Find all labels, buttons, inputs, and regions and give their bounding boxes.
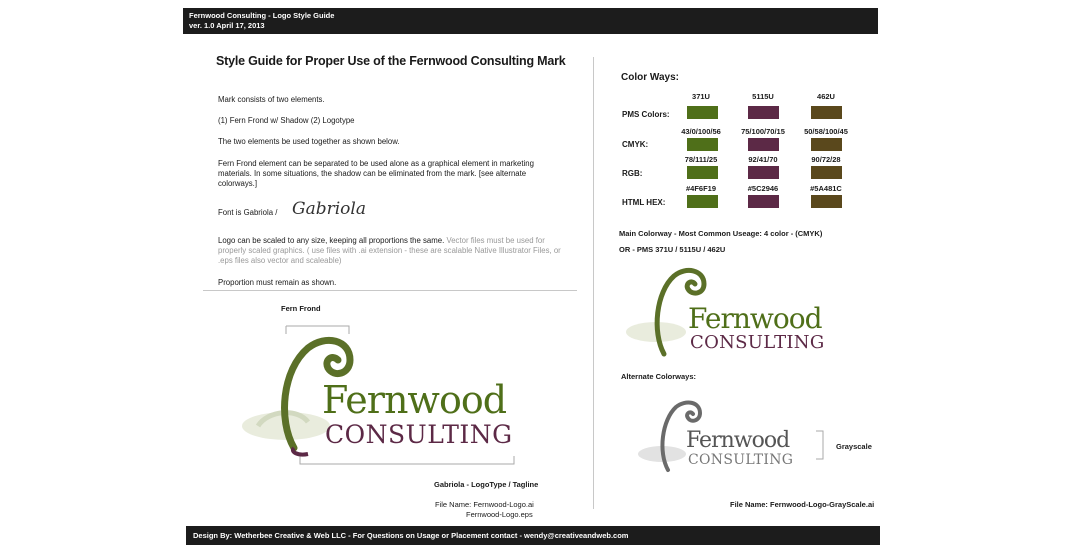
text-proportion: Proportion must remain as shown. (218, 278, 337, 287)
text-font-label: Font is Gabriola / (218, 208, 278, 217)
pms-row-label: PMS Colors: (622, 110, 670, 119)
logo-word-consulting-gray: CONSULTING (688, 452, 794, 468)
cmyk-value: 50/58/100/45 (804, 127, 848, 136)
colorways-title: Color Ways: (621, 72, 679, 83)
grayscale-label: Grayscale (836, 442, 872, 451)
cmyk-value: 75/100/70/15 (741, 127, 785, 136)
logotype-label: Gabriola - LogoType / Tagline (434, 480, 539, 489)
text-used-together: The two elements be used together as shown below. (218, 137, 400, 146)
page-title: Style Guide for Proper Use of the Fernwood Consulting Mark (216, 54, 566, 68)
rgb-value: 92/41/70 (748, 155, 778, 164)
file-name-eps: Fernwood-Logo.eps (466, 510, 533, 519)
logo-word-consulting-color: CONSULTING (690, 332, 825, 353)
pms-value: 5115U (752, 92, 774, 101)
hex-value: #4F6F19 (685, 184, 717, 193)
file-name-grayscale: File Name: Fernwood-Logo-GrayScale.ai (730, 500, 875, 509)
file-name-ai: File Name: Fernwood-Logo.ai (435, 500, 534, 509)
text-fern-frond-separate: Fern Frond element can be separated to be used alone as a graphical element in marketing materials. In some situations, the shadow can be eliminated from the mark. [see alternate colorways.] (218, 159, 534, 188)
hex-value: #5C2946 (747, 184, 779, 193)
or-pms-label: OR - PMS 371U / 5115U / 462U (619, 245, 726, 254)
header-title: Fernwood Consulting - Logo Style Guide (189, 11, 335, 20)
hex-row-label: HTML HEX: (622, 198, 666, 207)
rgb-value: 90/72/28 (811, 155, 841, 164)
text-mark-elements: Mark consists of two elements. (218, 95, 325, 104)
font-sample: Gabriola (292, 199, 366, 219)
main-colorway-label: Main Colorway - Most Common Useage: 4 color - (CMYK) (619, 229, 823, 238)
text-elements-list: (1) Fern Frond w/ Shadow (2) Logotype (218, 116, 355, 125)
pms-value: 371U (692, 92, 710, 101)
alternate-colorways-label: Alternate Colorways: (621, 372, 697, 381)
footer-credit: Design By: Wetherbee Creative & Web LLC - For Questions on Usage or Placement contact - wendy@creativeandweb.com (193, 531, 629, 540)
cmyk-row-label: CMYK: (622, 140, 649, 149)
cmyk-value: 43/0/100/56 (681, 127, 721, 136)
logo-word-fernwood-color: Fernwood (688, 302, 822, 335)
hex-value: #5A481C (810, 184, 842, 193)
text-scaling-vector: Vector files must be used for properly scaled graphics. ( use files with .ai extension - these are scalable Native Illustrator Files, or .eps files also vector and scaleable) (218, 236, 561, 265)
pms-value: 462U (817, 92, 835, 101)
fern-frond-label: Fern Frond (281, 304, 321, 313)
logo-word-fernwood: Fernwood (322, 378, 507, 422)
text-scaling-main: Logo can be scaled to any size, keeping all proportions the same. (218, 236, 445, 245)
rgb-value: 78/111/25 (684, 155, 718, 164)
logo-word-consulting: CONSULTING (325, 420, 513, 449)
rgb-row-label: RGB: (622, 169, 643, 178)
logo-word-fernwood-gray: Fernwood (686, 428, 790, 453)
header-version: ver. 1.0 April 17, 2013 (189, 21, 265, 30)
footer-bar (186, 526, 880, 545)
